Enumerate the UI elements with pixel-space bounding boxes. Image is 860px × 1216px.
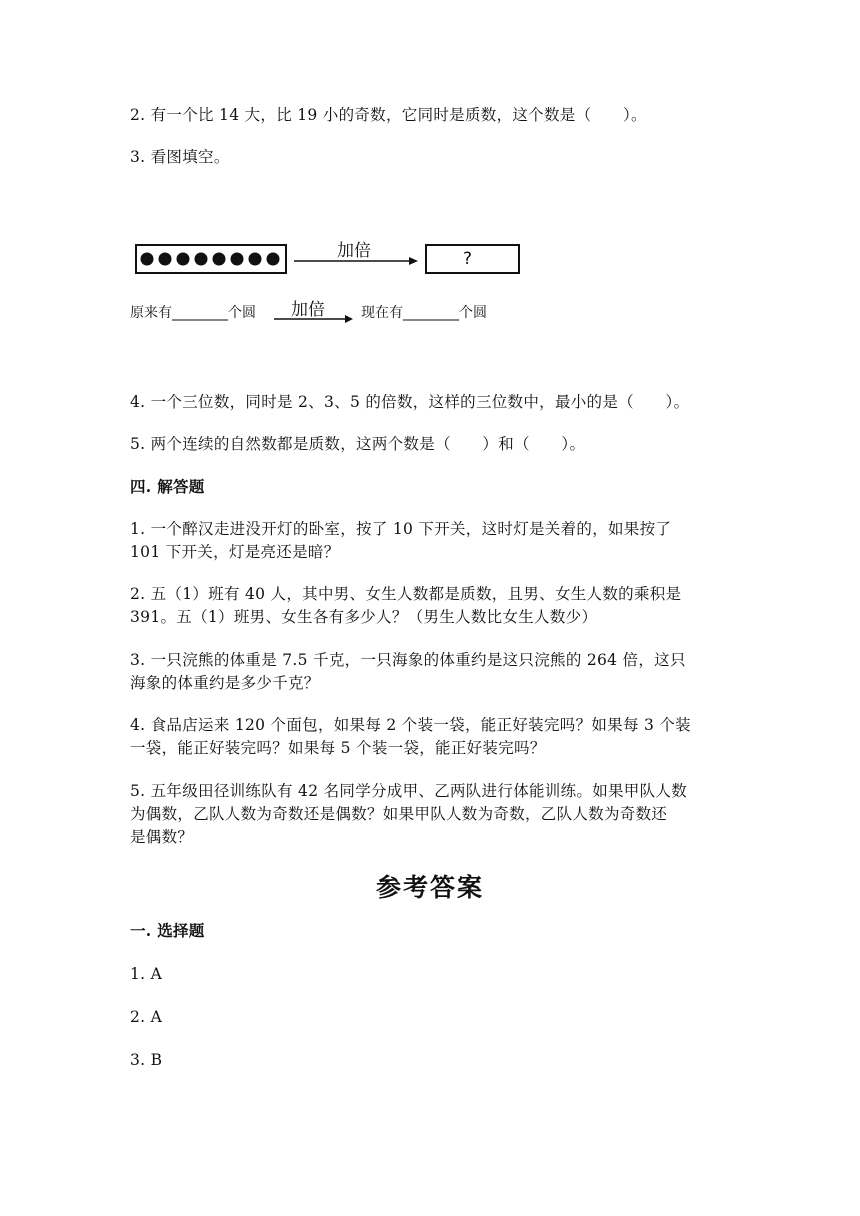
section-4-heading: 四. 解答题 bbox=[130, 477, 205, 496]
answers-title: 参考答案 bbox=[375, 873, 484, 902]
question-5: 5. 两个连续的自然数都是质数，这两个数是（ ）和（ ）。 bbox=[130, 435, 586, 453]
dot bbox=[231, 253, 244, 266]
question-3: 3. 看图填空。 bbox=[130, 148, 230, 166]
question-2: 2. 有一个比 14 大，比 19 小的奇数，它同时是质数，这个数是（ ）。 bbox=[130, 106, 647, 124]
answers-heading: 一. 选择题 bbox=[130, 921, 205, 940]
problem-2-line-1: 2. 五（1）班有 40 人，其中男、女生人数都是质数，且男、女生人数的乘积是 bbox=[130, 585, 682, 603]
problem-3-line-2: 海象的体重约是多少千克？ bbox=[130, 674, 320, 692]
dot-row bbox=[141, 253, 280, 266]
dot bbox=[159, 253, 172, 266]
dot bbox=[141, 253, 154, 266]
dot bbox=[267, 253, 280, 266]
problem-4-line-2: 一袋，能正好装完吗？如果每 5 个装一袋，能正好装完吗？ bbox=[130, 739, 546, 757]
dot bbox=[195, 253, 208, 266]
problem-4-line-1: 4. 食品店运来 120 个面包，如果每 2 个装一袋，能正好装完吗？如果每 3 个装 bbox=[130, 716, 691, 734]
problem-1-line-1: 1. 一个醉汉走进没开灯的卧室，按了 10 下开关，这时灯是关着的，如果按了 bbox=[130, 520, 672, 538]
problem-5-line-1: 5. 五年级田径训练队有 42 名同学分成甲、乙两队进行体能训练。如果甲队人数 bbox=[130, 782, 687, 800]
problem-1-line-2: 101 下开关，灯是亮还是暗？ bbox=[130, 543, 340, 561]
answer-item: 2. A bbox=[130, 1008, 163, 1026]
answer-item: 3. B bbox=[130, 1051, 163, 1069]
arrow-label-2: 加倍 bbox=[291, 300, 325, 320]
problem-5-line-2: 为偶数，乙队人数为奇数还是偶数？如果甲队人数为奇数，乙队人数为奇数还 bbox=[130, 805, 668, 823]
question-4: 4. 一个三位数，同时是 2、3、5 的倍数，这样的三位数中，最小的是（ ）。 bbox=[130, 393, 690, 411]
answer-item: 1. A bbox=[130, 965, 163, 983]
question-mark: ? bbox=[463, 249, 473, 269]
dot bbox=[177, 253, 190, 266]
question-box bbox=[426, 245, 519, 273]
problem-3-line-1: 3. 一只浣熊的体重是 7.5 千克，一只海象的体重约是这只浣熊的 264 倍，这只 bbox=[130, 651, 686, 669]
problem-2-line-2: 391。五（1）班男、女生各有多少人？（男生人数比女生人数少） bbox=[130, 608, 598, 626]
dot bbox=[249, 253, 262, 266]
original-count-text: 原来有________个圆 bbox=[130, 305, 256, 321]
problem-5-line-3: 是偶数？ bbox=[130, 828, 194, 846]
current-count-text: 现在有________个圆 bbox=[361, 305, 487, 321]
arrow-head bbox=[409, 257, 418, 265]
arrow-label: 加倍 bbox=[337, 241, 371, 261]
dot bbox=[213, 253, 226, 266]
arrow-head-2 bbox=[345, 315, 353, 323]
